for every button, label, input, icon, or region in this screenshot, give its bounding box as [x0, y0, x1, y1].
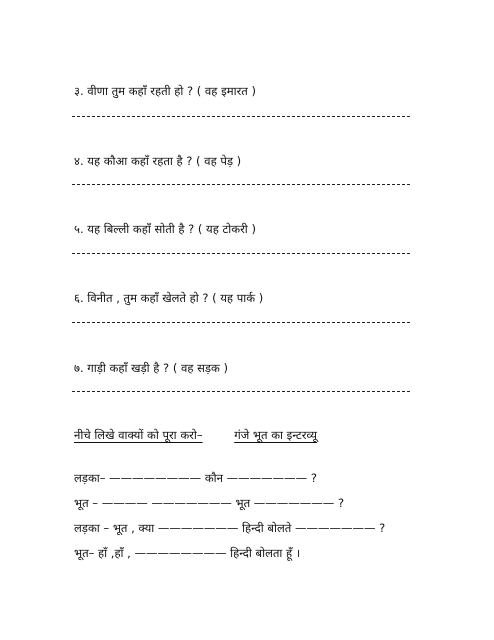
question-3: ३. वीणा तुम कहाँ रहती हो ? ( वह इमारत ) — [74, 84, 256, 98]
section-instruction: नीचे लिखे वाक्यों को पूरा करो– — [74, 428, 203, 442]
answer-line-5 — [72, 253, 410, 254]
dialogue-line-1: लड़का– ———————— कौन ——————— ? — [74, 471, 317, 485]
answer-line-3 — [72, 116, 410, 117]
answer-line-7 — [72, 391, 410, 392]
answer-line-4 — [72, 184, 410, 185]
section-title: गंजे भूत का इन्टरव्यू — [234, 428, 318, 442]
question-7: ७. गाड़ी कहाँ खड़ी है ? ( वह सड़क ) — [74, 361, 229, 375]
dialogue-line-4: भूत– हाँ ,हाँ , ———————— हिन्दी बोलता हूँ । — [74, 546, 301, 560]
dialogue-line-2: भूत – ———— ——————— भूत ——————— ? — [74, 496, 345, 510]
answer-line-6 — [72, 322, 410, 323]
dialogue-line-3: लड़का – भूत , क्या ——————— हिन्दी बोलते ——————— ? — [74, 521, 386, 535]
question-6: ६. विनीत , तुम कहाँ खेलते हो ? ( यह पार्क ) — [74, 291, 264, 305]
section-heading — [74, 428, 317, 442]
question-4: ४. यह कौआ कहाँ रहता है ? ( वह पेड़ ) — [74, 154, 242, 168]
question-5: ५. यह बिल्ली कहाँ सोती है ? ( यह टोकरी ) — [74, 222, 256, 236]
